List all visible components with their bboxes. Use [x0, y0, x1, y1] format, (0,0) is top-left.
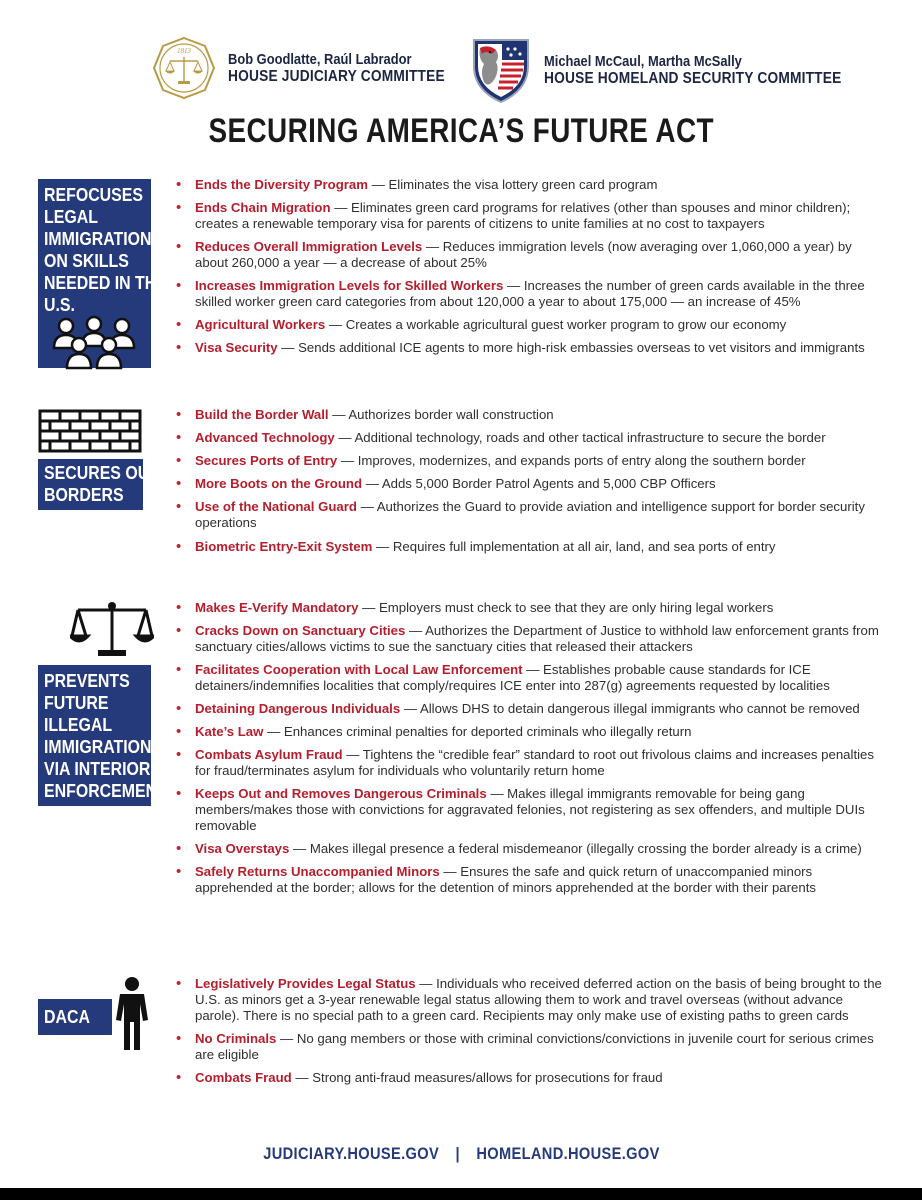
item-desc: — Establishes probable cause standards for ICE detainers/indemnifies localities that comply/requires ICE enter into 287(g) agreements requested by localities: [195, 662, 830, 693]
person-icon: [112, 976, 152, 1052]
item-desc: — Creates a workable agricultural guest worker program to grow our economy: [325, 317, 787, 332]
item-desc: — Individuals who received deferred action on the basis of being brought to the U.S. as minors get a 3-year renewable legal status allowing them to work and travel overseas (without advance parole). There is no special path to a green card. Recipients may only make use of existing paths to green cards: [195, 976, 882, 1023]
item-desc: — Eliminates green card programs for relatives (other than spouses and minor children); creates a renewable temporary visa for parents of citizens to unite families at no cost to taxpayers: [195, 200, 851, 231]
label-line: FUTURE: [44, 692, 109, 713]
label-line: BORDERS: [44, 484, 124, 505]
homeland-chairs: Michael McCaul, Martha McSally: [544, 53, 742, 70]
item-desc: — Authorizes the Guard to provide aviation and intelligence support for border security operations: [195, 499, 865, 530]
item-term: Visa Overstays: [195, 841, 290, 856]
list-item: [174, 407, 884, 423]
judiciary-chairs: Bob Goodlatte, Raúl Labrador: [228, 51, 412, 68]
list-item: [174, 701, 884, 717]
list-item: [174, 453, 884, 469]
judiciary-committee-text: [228, 51, 445, 85]
section-label-prevents-illegal-immigration: [38, 665, 167, 806]
item-desc: — Authorizes the Department of Justice to withhold law enforcement grants from sanctuary cities/allows victims to sue the sanctuary cities that released their attackers: [195, 623, 879, 654]
section-items-daca: [174, 976, 884, 1093]
list-item: [174, 499, 884, 531]
label-line: REFOCUSES: [44, 184, 144, 205]
scales-of-justice-icon: [70, 600, 154, 658]
brick-wall-icon: [38, 409, 142, 459]
group-of-people-icon: [52, 314, 136, 372]
item-desc: — Increases the number of green cards available in the three skilled worker green card categories from about 120,000 a year to about 175,000 — an increase of 45%: [195, 278, 865, 309]
list-item: [174, 476, 884, 492]
item-term: Ends Chain Migration: [195, 200, 331, 215]
list-item: [174, 177, 884, 193]
list-item: [174, 278, 884, 310]
item-term: Build the Border Wall: [195, 407, 329, 422]
label-line: ON SKILLS: [44, 250, 129, 271]
item-desc: — Eliminates the visa lottery green card program: [367, 177, 658, 192]
item-desc: — Tightens the “credible fear” standard to root out frivolous claims and increases penalties for fraud/terminates asylum for individuals who voluntarily return home: [195, 747, 874, 778]
item-term: Agricultural Workers: [195, 317, 326, 332]
judiciary-committee-name: HOUSE JUDICIARY COMMITTEE: [228, 68, 445, 85]
label-line: LEGAL: [44, 206, 98, 227]
item-desc: — Makes illegal immigrants removable for being gang members/makes those with convictions for aggravated felonies, not registering as sex offenders, and multiple DUIs removable: [195, 786, 865, 833]
list-item: [174, 724, 884, 740]
list-item: [174, 976, 884, 1024]
section-label-secures-our-borders: [38, 459, 161, 510]
item-term: Facilitates Cooperation with Local Law Enforcement: [195, 662, 523, 677]
item-term: Kate’s Law: [195, 724, 264, 739]
item-term: Safely Returns Unaccompanied Minors: [195, 864, 440, 879]
list-item: [174, 430, 884, 446]
item-term: More Boots on the Ground: [195, 476, 363, 491]
section-items-refocuses: [174, 177, 884, 363]
item-term: Makes E-Verify Mandatory: [195, 600, 359, 615]
list-item: [174, 1070, 884, 1086]
item-desc: — Allows DHS to detain dangerous illegal immigrants who cannot be removed: [400, 701, 860, 716]
item-term: Use of the National Guard: [195, 499, 357, 514]
item-term: Reduces Overall Immigration Levels: [195, 239, 423, 254]
item-desc: — Reduces immigration levels (now averaging over 1,060,000 a year) by about 260,000 a year — a decrease of about 25%: [195, 239, 852, 270]
section-items-borders: [174, 407, 884, 562]
item-term: Combats Asylum Fraud: [195, 747, 343, 762]
list-item: [174, 539, 884, 555]
homeland-committee-text: [544, 53, 841, 87]
list-item: [174, 340, 884, 356]
list-item: [174, 239, 884, 271]
item-term: No Criminals: [195, 1031, 277, 1046]
section-items-enforcement: [174, 600, 884, 903]
footer-links: [0, 1144, 922, 1164]
item-term: Visa Security: [195, 340, 278, 355]
list-item: [174, 786, 884, 834]
list-item: [174, 841, 884, 857]
item-term: Ends the Diversity Program: [195, 177, 368, 192]
item-desc: — Employers must check to see that they are only hiring legal workers: [358, 600, 774, 615]
item-term: Advanced Technology: [195, 430, 335, 445]
homeland-site-link[interactable]: HOMELAND.HOUSE.GOV: [475, 1144, 660, 1163]
homeland-shield-icon: [470, 36, 532, 104]
homeland-committee-name: HOUSE HOMELAND SECURITY COMMITTEE: [544, 70, 842, 87]
item-desc: — Strong anti-fraud measures/allows for prosecutions for fraud: [291, 1070, 663, 1085]
list-item: [174, 747, 884, 779]
label-line: IMMIGRATION: [44, 228, 152, 249]
list-item: [174, 317, 884, 333]
item-term: Secures Ports of Entry: [195, 453, 338, 468]
item-term: Combats Fraud: [195, 1070, 292, 1085]
judiciary-committee-header: [152, 36, 480, 100]
list-item: [174, 662, 884, 694]
judiciary-seal-icon: [152, 36, 216, 100]
item-desc: — Authorizes border wall construction: [328, 407, 554, 422]
list-item: [174, 600, 884, 616]
seal-year: 1813: [177, 47, 191, 55]
label-line: IMMIGRATION: [44, 736, 152, 757]
label-line: PREVENTS: [44, 670, 130, 691]
homeland-committee-header: [470, 36, 890, 104]
item-desc: — Additional technology, roads and other tactical infrastructure to secure the border: [334, 430, 826, 445]
footer-separator: |: [455, 1144, 460, 1163]
judiciary-site-link[interactable]: JUDICIARY.HOUSE.GOV: [262, 1144, 439, 1163]
item-desc: — Enhances criminal penalties for deported criminals who illegally return: [263, 724, 692, 739]
item-desc: — Improves, modernizes, and expands ports of entry along the southern border: [337, 453, 806, 468]
label-line: DACA: [44, 1006, 90, 1027]
label-line: ILLEGAL: [44, 714, 113, 735]
item-term: Biometric Entry-Exit System: [195, 539, 373, 554]
label-line: U.S.: [44, 294, 75, 315]
list-item: [174, 864, 884, 896]
section-label-daca: [38, 999, 112, 1035]
item-desc: — No gang members or those with criminal convictions/convictions in juvenile court for serious crimes are eligible: [195, 1031, 874, 1062]
item-desc: — Requires full implementation at all air, land, and sea ports of entry: [372, 539, 776, 554]
label-line: VIA INTERIOR: [44, 758, 151, 779]
label-line: ENFORCEMENT: [44, 780, 167, 801]
label-line: NEEDED IN THE: [44, 272, 167, 293]
item-term: Legislatively Provides Legal Status: [195, 976, 416, 991]
list-item: [174, 623, 884, 655]
item-desc: — Makes illegal presence a federal misdemeanor (illegally crossing the border already is a crime): [289, 841, 862, 856]
item-term: Detaining Dangerous Individuals: [195, 701, 401, 716]
label-line: SECURES OUR: [44, 462, 161, 483]
item-term: Increases Immigration Levels for Skilled Workers: [195, 278, 504, 293]
list-item: [174, 1031, 884, 1063]
document-title: SECURING AMERICA’S FUTURE ACT: [208, 112, 714, 150]
item-term: Keeps Out and Removes Dangerous Criminals: [195, 786, 487, 801]
item-desc: — Sends additional ICE agents to more high-risk embassies overseas to vet visitors and immigrants: [277, 340, 865, 355]
item-term: Cracks Down on Sanctuary Cities: [195, 623, 406, 638]
bottom-bar: [0, 1188, 922, 1200]
item-desc: — Ensures the safe and quick return of unaccompanied minors apprehended at the border; allows for the detention of minors apprehended at the border with their parents: [195, 864, 816, 895]
item-desc: — Adds 5,000 Border Patrol Agents and 5,000 CBP Officers: [362, 476, 716, 491]
list-item: [174, 200, 884, 232]
